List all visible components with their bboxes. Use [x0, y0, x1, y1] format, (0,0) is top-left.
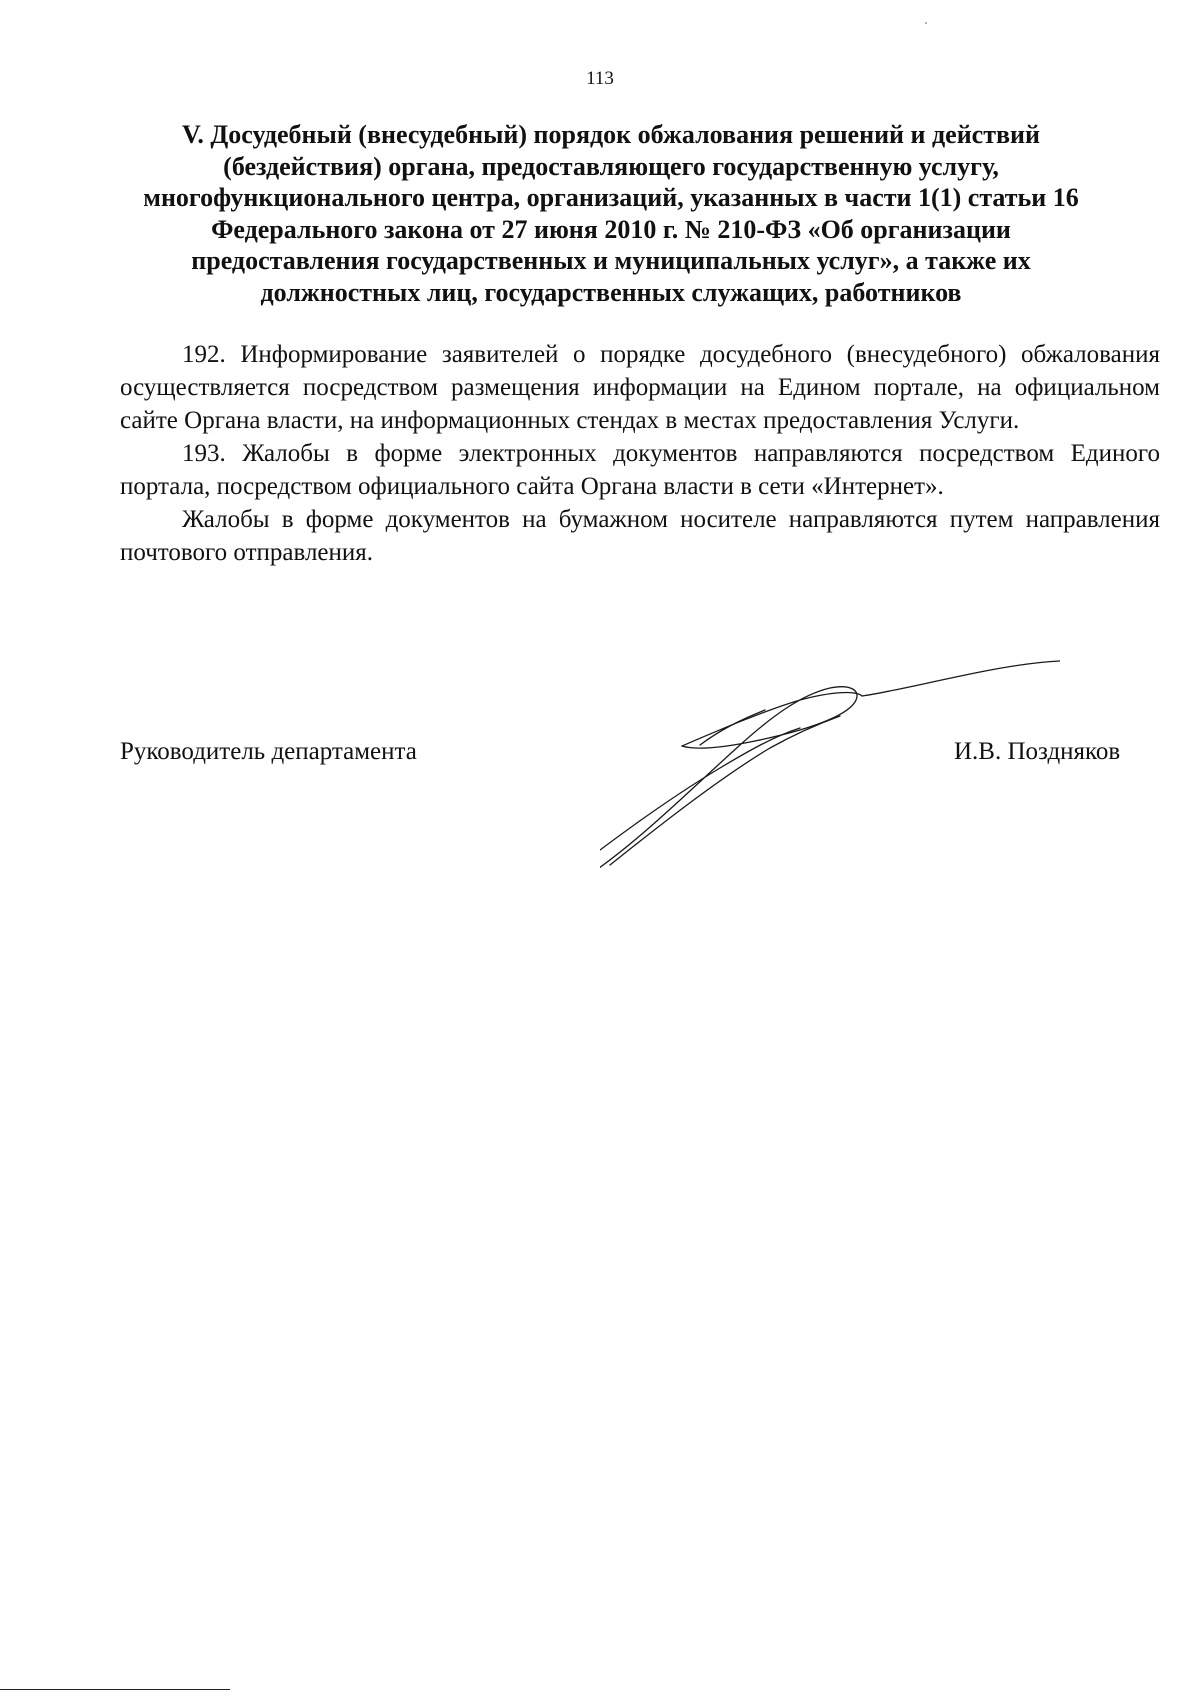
body-text: [120, 338, 1160, 569]
paragraph-193: 193. Жалобы в форме электронных документов направляются посредством Единого портала, посредством официального сайта Органа власти в сети «Интернет».: [120, 440, 1160, 500]
section-title: V. Досудебный (внесудебный) порядок обжалования решений и действий (бездействия) органа, предоставляющего государственную услугу, многофункционального центра, организаций, указанных в части 1(1) статьи 16 Федерального закона от 27 июня 2010 г. № 210-ФЗ «Об организации предоставления государственных и муниципальных услуг», а также их должностных лиц, государственных служащих, работников: [143, 120, 1079, 307]
page-number: 113: [586, 68, 614, 89]
signer-position: Руководитель департамента: [120, 738, 417, 765]
footnote-divider: [0, 1689, 230, 1690]
paragraph-192: 192. Информирование заявителей о порядке досудебного (внесудебного) обжалования осуществляется посредством размещения информации на Едином портале, на официальном сайте Органа власти, на информационных стендах в местах предоставления Услуги.: [120, 341, 1160, 434]
scan-speck: [925, 22, 927, 24]
signer-name: И.В. Поздняков: [954, 738, 1121, 765]
paragraph-paper-complaints: Жалобы в форме документов на бумажном носителе направляются путем направления почтового отправления.: [120, 506, 1160, 566]
